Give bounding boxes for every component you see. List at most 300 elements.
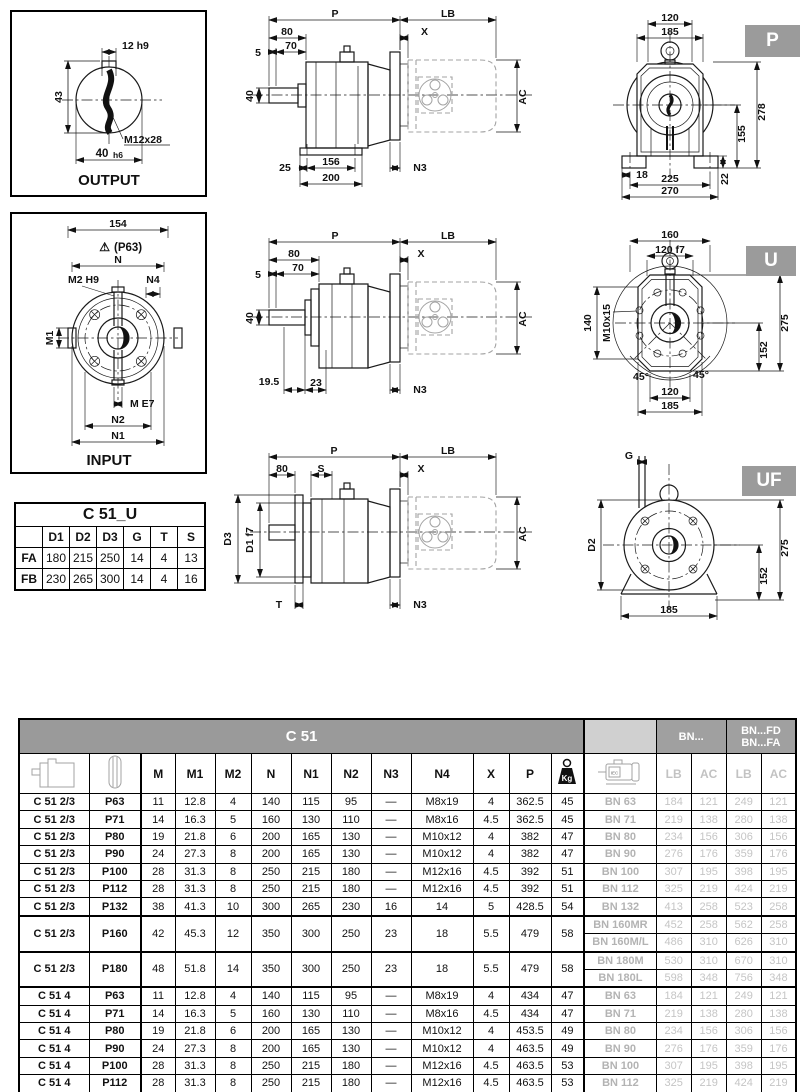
- dim-label: 40: [95, 148, 109, 160]
- table-cell: 18: [411, 916, 473, 952]
- table-cell: 115: [291, 794, 331, 811]
- table-cell: 4.5: [473, 1005, 509, 1022]
- table-cell: M12x16: [411, 1075, 473, 1092]
- table-cell: 310: [691, 952, 726, 970]
- table-cell: 24: [141, 1040, 175, 1057]
- table-cell: C 51 2/3: [19, 846, 89, 863]
- table-cell: 4: [473, 846, 509, 863]
- table-cell: 47: [551, 828, 584, 845]
- table-cell: 434: [509, 987, 551, 1005]
- dim-label: S: [317, 463, 325, 475]
- table-cell: 45.3: [175, 916, 215, 952]
- dim-label: 120 f7: [655, 244, 685, 256]
- bnfd-line1: BN...FD: [741, 724, 781, 737]
- table-cell: 156: [691, 1023, 726, 1040]
- table-cell: 121: [761, 987, 796, 1005]
- col-header-m2: M2: [215, 754, 251, 794]
- table-cell: P112: [89, 1075, 141, 1092]
- col-header: D2: [70, 527, 97, 548]
- table-cell: BN 160MR: [584, 916, 656, 934]
- table-cell: 348: [691, 969, 726, 987]
- dim-label: h6: [113, 150, 123, 160]
- col-header: S: [178, 527, 206, 548]
- col-header: D3: [97, 527, 124, 548]
- table-cell: 215: [291, 1057, 331, 1074]
- table-cell: 38: [141, 898, 175, 916]
- table-cell: 27.3: [175, 1040, 215, 1057]
- dim-label: 5: [255, 47, 261, 59]
- dim-label: LB: [441, 8, 455, 20]
- table-row: [19, 794, 796, 811]
- view-tab-uf: UF: [742, 466, 796, 496]
- table-cell: 27.3: [175, 846, 215, 863]
- table-cell: 184: [656, 987, 691, 1005]
- table-cell: 4: [473, 828, 509, 845]
- table-cell: 463.5: [509, 1057, 551, 1074]
- table-cell: —: [371, 794, 411, 811]
- c51u-title: C 51_U: [15, 503, 205, 527]
- bnfd-line2: BN...FA: [741, 736, 781, 749]
- table-cell: P160: [89, 916, 141, 952]
- table-cell: 4: [473, 987, 509, 1005]
- table-cell: 180: [331, 1075, 371, 1092]
- table-cell: 8: [215, 1075, 251, 1092]
- table-cell: 5.5: [473, 952, 509, 988]
- table-cell: P100: [89, 863, 141, 880]
- dim-label: M1: [44, 330, 56, 346]
- table-row: [19, 863, 796, 880]
- dim-label: T: [275, 599, 283, 611]
- table-cell: 160: [251, 1005, 291, 1022]
- table-cell: 398: [726, 863, 761, 880]
- table-row: [19, 1075, 796, 1092]
- table-cell: BN 132: [584, 898, 656, 916]
- table-cell: 45: [551, 794, 584, 811]
- table-cell: 24: [141, 846, 175, 863]
- dim-label: 152: [758, 567, 770, 585]
- table-cell: 362.5: [509, 811, 551, 828]
- table-cell: 300: [291, 952, 331, 988]
- dim-label: 270: [661, 185, 679, 197]
- table-cell: 195: [761, 1057, 796, 1074]
- table-cell: M12x16: [411, 863, 473, 880]
- table-cell: —: [371, 846, 411, 863]
- table-cell: 5: [215, 811, 251, 828]
- table-cell: 219: [691, 880, 726, 897]
- table-cell: BN 90: [584, 1040, 656, 1057]
- table-cell: 280: [726, 1005, 761, 1022]
- c51u-table: [14, 502, 206, 591]
- dim-label: 43: [53, 91, 65, 103]
- table-cell: 250: [251, 1075, 291, 1092]
- table-cell: C 51 2/3: [19, 863, 89, 880]
- table-cell: 130: [331, 1023, 371, 1040]
- dim-label: 23: [310, 377, 322, 389]
- row-label: FA: [15, 548, 43, 569]
- motor-band-cell: [584, 719, 656, 754]
- table-row: [19, 898, 796, 916]
- table-cell: 176: [691, 1040, 726, 1057]
- table-row: [19, 916, 796, 934]
- table-cell: 392: [509, 863, 551, 880]
- col-header-ac: AC: [691, 754, 726, 794]
- table-cell: 310: [761, 934, 796, 952]
- table-column-header-row: [19, 754, 796, 794]
- flange-icon: [107, 755, 123, 789]
- table-cell: 14: [411, 898, 473, 916]
- dim-label: 185: [661, 400, 679, 412]
- table-cell: C 51 4: [19, 1057, 89, 1074]
- col-header-n1: N1: [291, 754, 331, 794]
- table-cell: 562: [726, 916, 761, 934]
- table-cell: 219: [656, 811, 691, 828]
- dim-label: 80: [281, 26, 293, 38]
- dim-label: 155: [736, 125, 748, 143]
- table-cell: 176: [691, 846, 726, 863]
- dim-label: 45°: [693, 369, 709, 381]
- table-cell: 51: [551, 880, 584, 897]
- table-cell: 48: [141, 952, 175, 988]
- table-cell: M8x19: [411, 987, 473, 1005]
- dim-label: N: [114, 254, 122, 266]
- table-cell: 4.5: [473, 1057, 509, 1074]
- table-cell: 234: [656, 1023, 691, 1040]
- table-cell: 156: [691, 828, 726, 845]
- table-cell: 350: [251, 916, 291, 952]
- table-row: [19, 880, 796, 897]
- table-cell: 200: [251, 1040, 291, 1057]
- main-table-body: [19, 794, 796, 1092]
- table-cell: C 51 2/3: [19, 794, 89, 811]
- table-cell: 486: [656, 934, 691, 952]
- dim-label: M10x15: [601, 304, 613, 342]
- table-cell: 382: [509, 828, 551, 845]
- table-cell: P80: [89, 1023, 141, 1040]
- gearbox-icon-cell: [19, 754, 89, 794]
- table-cell: 130: [291, 1005, 331, 1022]
- table-cell: 115: [291, 987, 331, 1005]
- dim-label: LB: [441, 445, 455, 457]
- table-cell: 49: [551, 1023, 584, 1040]
- dim-label: P: [331, 230, 339, 242]
- side-view-uf-drawing: [222, 445, 595, 635]
- col-header-x: X: [473, 754, 509, 794]
- table-cell: 165: [291, 1023, 331, 1040]
- table-cell: 10: [215, 898, 251, 916]
- table-row: [19, 987, 796, 1005]
- table-cell: 6: [215, 828, 251, 845]
- table-cell: 12: [215, 916, 251, 952]
- dim-label: D3: [222, 532, 234, 546]
- table-cell: 180: [331, 863, 371, 880]
- table-cell: 4: [215, 794, 251, 811]
- table-cell: 307: [656, 863, 691, 880]
- table-cell: 219: [656, 1005, 691, 1022]
- table-cell: 121: [761, 794, 796, 811]
- col-header-m1: M1: [175, 754, 215, 794]
- table-cell: M8x19: [411, 794, 473, 811]
- table-cell: 16.3: [175, 811, 215, 828]
- table-cell: 8: [215, 1040, 251, 1057]
- table-cell: 219: [761, 1075, 796, 1092]
- table-cell: 138: [691, 811, 726, 828]
- table-cell: 180: [331, 1057, 371, 1074]
- dim-label: 25: [279, 162, 291, 174]
- table-cell: 280: [726, 811, 761, 828]
- table-cell: 230: [43, 569, 70, 591]
- table-cell: 28: [141, 863, 175, 880]
- weight-icon-cell: [551, 754, 584, 794]
- table-cell: 8: [215, 1057, 251, 1074]
- table-cell: 138: [691, 1005, 726, 1022]
- col-header-p: P: [509, 754, 551, 794]
- table-cell: 350: [251, 952, 291, 988]
- table-cell: 5: [215, 1005, 251, 1022]
- table-cell: BN 63: [584, 987, 656, 1005]
- dim-label: AC: [517, 526, 529, 542]
- col-header: D1: [43, 527, 70, 548]
- table-cell: 47: [551, 1005, 584, 1022]
- table-cell: P90: [89, 846, 141, 863]
- table-cell: 230: [331, 898, 371, 916]
- table-cell: 258: [691, 898, 726, 916]
- table-cell: 392: [509, 880, 551, 897]
- table-cell: 11: [141, 987, 175, 1005]
- dim-label: 225: [661, 173, 679, 185]
- table-cell: M10x12: [411, 1040, 473, 1057]
- dim-label: 70: [292, 262, 304, 274]
- table-cell: 14: [124, 569, 151, 591]
- dim-label: N2: [111, 414, 125, 426]
- table-cell: 325: [656, 1075, 691, 1092]
- table-cell: 306: [726, 828, 761, 845]
- table-cell: 4: [215, 987, 251, 1005]
- table-cell: 258: [691, 916, 726, 934]
- table-cell: P112: [89, 880, 141, 897]
- table-cell: 12.8: [175, 987, 215, 1005]
- table-cell: —: [371, 1023, 411, 1040]
- table-cell: 8: [215, 863, 251, 880]
- table-cell: 140: [251, 987, 291, 1005]
- col-header-ac2: AC: [761, 754, 796, 794]
- dim-label: 5: [255, 269, 261, 281]
- table-cell: 121: [691, 987, 726, 1005]
- dim-label: LB: [441, 230, 455, 242]
- table-cell: 598: [656, 969, 691, 987]
- table-cell: M10x12: [411, 828, 473, 845]
- table-cell: 258: [761, 898, 796, 916]
- dim-label: AC: [517, 311, 529, 327]
- dim-label: 120: [661, 386, 679, 398]
- table-cell: P90: [89, 1040, 141, 1057]
- table-cell: 276: [656, 846, 691, 863]
- motor-icon: [596, 757, 644, 787]
- table-cell: 165: [291, 846, 331, 863]
- table-cell: 258: [761, 916, 796, 934]
- dim-label: 200: [322, 172, 340, 184]
- c51u-header-row: [15, 527, 205, 548]
- table-row: [19, 811, 796, 828]
- table-cell: —: [371, 1057, 411, 1074]
- table-cell: 626: [726, 934, 761, 952]
- dim-label: N3: [413, 162, 427, 174]
- table-cell: 23: [371, 952, 411, 988]
- table-cell: 398: [726, 1057, 761, 1074]
- bnfd-header: [726, 719, 796, 754]
- table-cell: 250: [251, 863, 291, 880]
- dim-label: M E7: [130, 398, 155, 410]
- table-row: [15, 569, 205, 591]
- table-cell: 165: [291, 1040, 331, 1057]
- table-cell: 195: [691, 1057, 726, 1074]
- table-cell: —: [371, 880, 411, 897]
- table-cell: BN 160M/L: [584, 934, 656, 952]
- bn-header: BN...: [656, 719, 726, 754]
- dim-label: N3: [413, 599, 427, 611]
- table-cell: 250: [331, 916, 371, 952]
- dim-label: N3: [413, 384, 427, 396]
- table-cell: 463.5: [509, 1075, 551, 1092]
- dim-label: 185: [661, 26, 679, 38]
- table-cell: 215: [291, 1075, 331, 1092]
- dimension-table: [18, 718, 797, 1092]
- table-cell: 140: [251, 794, 291, 811]
- table-cell: 4: [473, 794, 509, 811]
- table-cell: 13: [178, 548, 206, 569]
- dim-label: AC: [517, 89, 529, 105]
- table-cell: 16.3: [175, 1005, 215, 1022]
- table-cell: 21.8: [175, 1023, 215, 1040]
- iec-label: IEC: [611, 770, 619, 776]
- table-cell: 14: [141, 811, 175, 828]
- table-cell: 130: [291, 811, 331, 828]
- table-cell: 670: [726, 952, 761, 970]
- dim-label: 22: [719, 173, 731, 185]
- dim-label: X: [417, 248, 425, 260]
- dim-label: 156: [322, 156, 340, 168]
- table-cell: 28: [141, 1075, 175, 1092]
- table-title-band: [19, 719, 796, 754]
- dim-label: 154: [109, 218, 127, 230]
- table-cell: 156: [761, 828, 796, 845]
- table-row: [19, 1005, 796, 1022]
- table-cell: 300: [291, 916, 331, 952]
- table-row: [19, 1057, 796, 1074]
- table-cell: P63: [89, 794, 141, 811]
- table-cell: 215: [291, 863, 331, 880]
- table-cell: 130: [331, 846, 371, 863]
- output-shaft-panel: [10, 10, 207, 197]
- table-cell: 306: [726, 1023, 761, 1040]
- dim-label: M12x28: [124, 134, 162, 146]
- table-cell: 165: [291, 828, 331, 845]
- table-cell: —: [371, 1005, 411, 1022]
- table-cell: 5: [473, 898, 509, 916]
- table-cell: 4.5: [473, 880, 509, 897]
- table-cell: 234: [656, 828, 691, 845]
- table-cell: C 51 2/3: [19, 880, 89, 897]
- table-cell: BN 112: [584, 1075, 656, 1092]
- dim-label: 19.5: [258, 376, 280, 388]
- table-cell: 265: [70, 569, 97, 591]
- table-cell: 200: [251, 828, 291, 845]
- table-cell: 276: [656, 1040, 691, 1057]
- table-cell: 362.5: [509, 794, 551, 811]
- dim-label: M2 H9: [68, 274, 99, 286]
- side-view-p-drawing: [240, 8, 595, 205]
- col-header-n2: N2: [331, 754, 371, 794]
- table-cell: 200: [251, 846, 291, 863]
- motor-ghost: [408, 282, 496, 354]
- table-cell: 138: [761, 811, 796, 828]
- table-cell: 250: [97, 548, 124, 569]
- dim-label: 70: [285, 40, 297, 52]
- table-cell: 359: [726, 1040, 761, 1057]
- col-header-m: M: [141, 754, 175, 794]
- table-cell: 215: [70, 548, 97, 569]
- dim-label: N1: [111, 430, 125, 442]
- table-cell: 250: [331, 952, 371, 988]
- table-row: [19, 952, 796, 970]
- table-cell: 110: [331, 1005, 371, 1022]
- gearbox-icon: [31, 755, 77, 789]
- table-cell: 413: [656, 898, 691, 916]
- table-cell: 110: [331, 811, 371, 828]
- table-cell: 219: [691, 1075, 726, 1092]
- table-cell: 58: [551, 952, 584, 988]
- table-cell: C 51 2/3: [19, 952, 89, 988]
- col-header-n3: N3: [371, 754, 411, 794]
- table-cell: —: [371, 828, 411, 845]
- table-cell: 156: [761, 1023, 796, 1040]
- warning-icon: ⚠: [99, 240, 110, 254]
- view-tab-u: U: [746, 246, 796, 276]
- view-tab-p: P: [745, 25, 800, 57]
- table-cell: BN 100: [584, 1057, 656, 1074]
- weight-icon: [554, 758, 580, 786]
- table-cell: 4.5: [473, 811, 509, 828]
- table-cell: 176: [761, 1040, 796, 1057]
- table-cell: 4.5: [473, 863, 509, 880]
- dim-label: 152: [758, 341, 770, 359]
- table-cell: 16: [371, 898, 411, 916]
- table-cell: C 51 2/3: [19, 828, 89, 845]
- dim-label: 40: [244, 90, 256, 102]
- table-cell: 53: [551, 1075, 584, 1092]
- table-cell: 12.8: [175, 794, 215, 811]
- table-cell: 195: [761, 863, 796, 880]
- dim-label: D2: [586, 538, 598, 552]
- table-cell: 215: [291, 880, 331, 897]
- col-header-lb: LB: [656, 754, 691, 794]
- table-title: C 51: [19, 719, 584, 754]
- table-cell: BN 100: [584, 863, 656, 880]
- table-cell: P80: [89, 828, 141, 845]
- table-cell: 310: [691, 934, 726, 952]
- table-cell: —: [371, 863, 411, 880]
- motor-icon-cell: [584, 754, 656, 794]
- table-cell: 28: [141, 1057, 175, 1074]
- table-cell: 16: [178, 569, 206, 591]
- table-cell: 453.5: [509, 1023, 551, 1040]
- dim-label: X: [417, 463, 425, 475]
- motor-ghost: [408, 497, 496, 569]
- table-cell: 95: [331, 794, 371, 811]
- kg-label: Kg: [561, 774, 573, 783]
- dim-label: P: [331, 8, 339, 20]
- table-cell: —: [371, 1040, 411, 1057]
- col-header-lb2: LB: [726, 754, 761, 794]
